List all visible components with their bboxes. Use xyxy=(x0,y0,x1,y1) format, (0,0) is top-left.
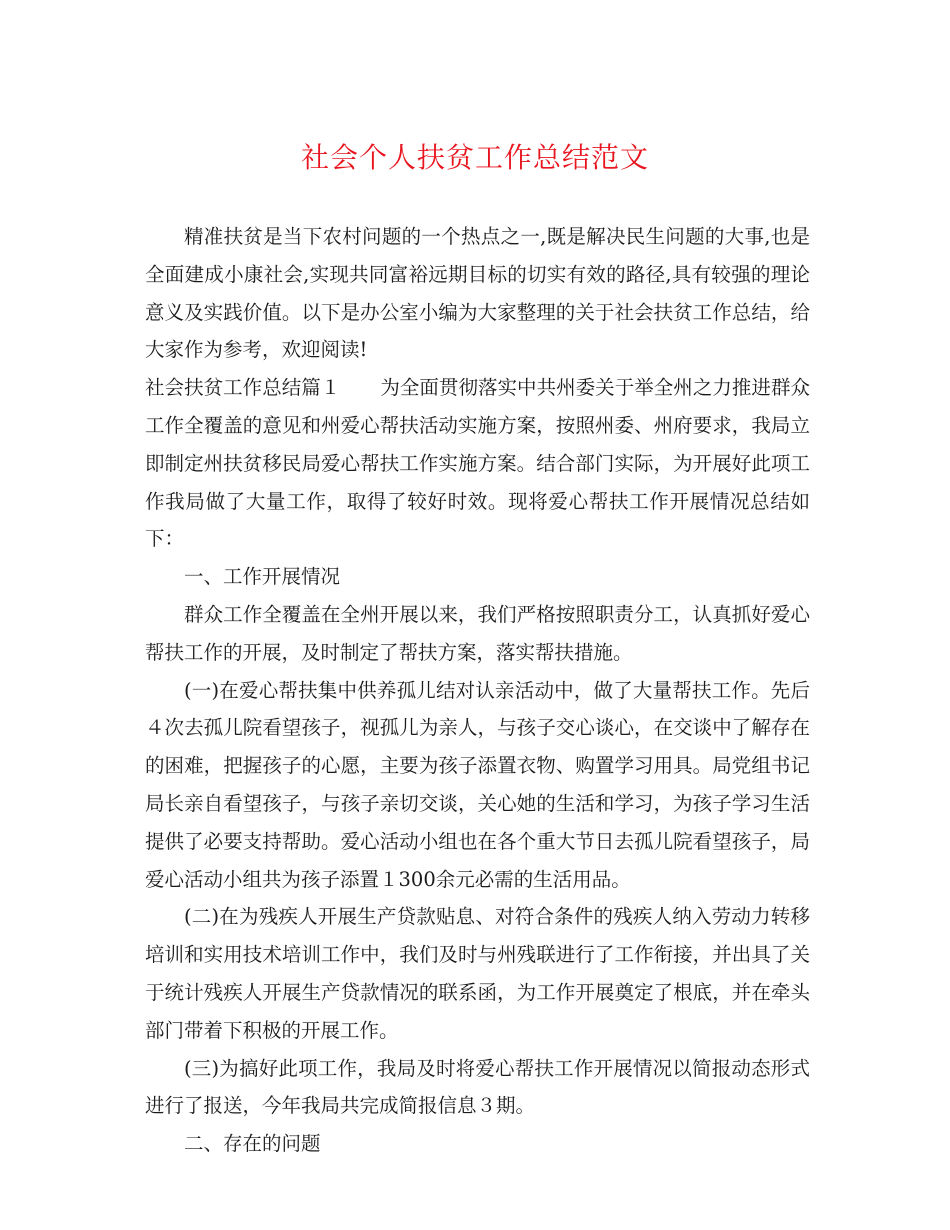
paragraph-orphan-support: (一)在爱心帮扶集中供养孤儿结对认亲活动中，做了大量帮扶工作。先后４次去孤儿院看望孩子，视孤儿为亲人，与孩子交心谈心，在交谈中了解存在的困难，把握孩子的心愿，主要为孩子添置衣物、购置学习用具。局党组书记局长亲自看望孩子，与孩子亲切交谈，关心她的生活和学习，为孩子学习生活提供了必要支持帮助。爱心活动小组也在各个重大节日去孤儿院看望孩子，局爱心活动小组共为孩子添置１300余元必需的生活用品。 xyxy=(145,678,810,891)
document-title: 社会个人扶贫工作总结范文 xyxy=(300,141,649,174)
intro-paragraph: 精准扶贫是当下农村问题的一个热点之一,既是解决民生问题的大事,也是全面建成小康社会,实现共同富裕远期目标的切实有效的路径,具有较强的理论意义及实践价值。以下是办公室小编为大家整理的关于社会扶贫工作总结，给大家作为参考，欢迎阅读! xyxy=(145,225,810,362)
section-lead: 为全面贯彻落实中共州委关于举全州之力推进群众工作全覆盖的意见和州爱心帮扶活动实施方案，按照州委、州府要求，我局立即制定州扶贫移民局爱心帮扶工作实施方案。结合部门实际，为开展好此项工作我局做了大量工作，取得了较好时效。现将爱心帮扶工作开展情况总结如下： xyxy=(145,376,810,551)
paragraph-reporting: (三)为搞好此项工作，我局及时将爱心帮扶工作开展情况以简报动态形式进行了报送，今年我局共完成简报信息３期。 xyxy=(145,1056,810,1118)
section-paragraph xyxy=(145,369,810,558)
paragraph-disability-support: (二)在为残疾人开展生产贷款贴息、对符合条件的残疾人纳入劳动力转移培训和实用技术培训工作中，我们及时与州残联进行了工作衔接，并出具了关于统计残疾人开展生产贷款情况的联系函，为工作开展奠定了根底，并在牵头部门带着下积极的开展工作。 xyxy=(145,905,810,1042)
section-label: 社会扶贫工作总结篇１ xyxy=(145,376,341,400)
heading-problems: 二、存在的问题 xyxy=(184,1132,321,1156)
heading-work-progress: 一、工作开展情况 xyxy=(184,565,341,589)
document-body xyxy=(145,218,810,1163)
paragraph-overview: 群众工作全覆盖在全州开展以来，我们严格按照职责分工，认真抓好爱心帮扶工作的开展，及时制定了帮扶方案，落实帮扶措施。 xyxy=(145,602,810,664)
